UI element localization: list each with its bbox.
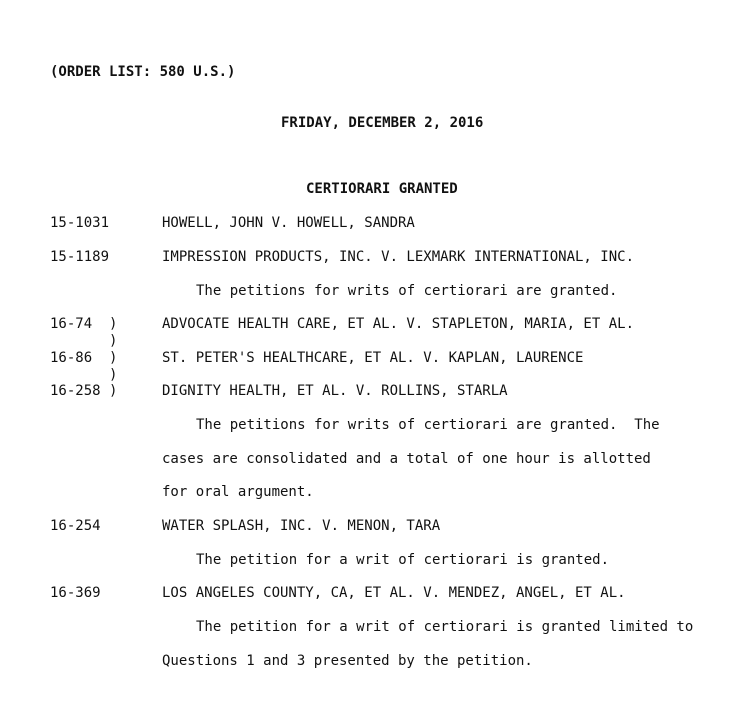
- section-title: CERTIORARI GRANTED: [306, 181, 458, 197]
- case-caption: LOS ANGELES COUNTY, CA, ET AL. V. MENDEZ, ANGEL, ET AL.: [162, 585, 626, 601]
- order-text: The petition for a writ of certiorari is granted.: [196, 552, 610, 568]
- case-caption: DIGNITY HEALTH, ET AL. V. ROLLINS, STARLA: [162, 383, 508, 399]
- bracket-glyph: ): [109, 316, 118, 332]
- order-text: cases are consolidated and a total of one hour is allotted: [162, 451, 651, 467]
- order-list-header: (ORDER LIST: 580 U.S.): [50, 64, 236, 80]
- docket-number: 16-258: [50, 383, 101, 399]
- docket-number: 16-254: [50, 518, 101, 534]
- bracket-glyph: ): [109, 367, 118, 383]
- case-caption: WATER SPLASH, INC. V. MENON, TARA: [162, 518, 441, 534]
- bracket-glyph: ): [109, 333, 118, 349]
- docket-number: 15-1189: [50, 249, 110, 265]
- order-text: The petition for a writ of certiorari is granted limited to: [196, 619, 694, 635]
- order-date: FRIDAY, DECEMBER 2, 2016: [281, 115, 484, 131]
- docket-number: 15-1031: [50, 215, 110, 231]
- order-text: Questions 1 and 3 presented by the petition.: [162, 653, 533, 669]
- case-caption: ST. PETER'S HEALTHCARE, ET AL. V. KAPLAN, LAURENCE: [162, 350, 584, 366]
- docket-number: 16-369: [50, 585, 101, 601]
- order-text: The petitions for writs of certiorari are granted. The: [196, 417, 660, 433]
- bracket-glyph: ): [109, 383, 118, 399]
- case-caption: IMPRESSION PRODUCTS, INC. V. LEXMARK INTERNATIONAL, INC.: [162, 249, 635, 265]
- bracket-glyph: ): [109, 350, 118, 366]
- order-text: The petitions for writs of certiorari are granted.: [196, 283, 618, 299]
- docket-number: 16-74: [50, 316, 93, 332]
- case-caption: HOWELL, JOHN V. HOWELL, SANDRA: [162, 215, 415, 231]
- docket-number: 16-86: [50, 350, 93, 366]
- case-caption: ADVOCATE HEALTH CARE, ET AL. V. STAPLETON, MARIA, ET AL.: [162, 316, 635, 332]
- order-text: for oral argument.: [162, 484, 314, 500]
